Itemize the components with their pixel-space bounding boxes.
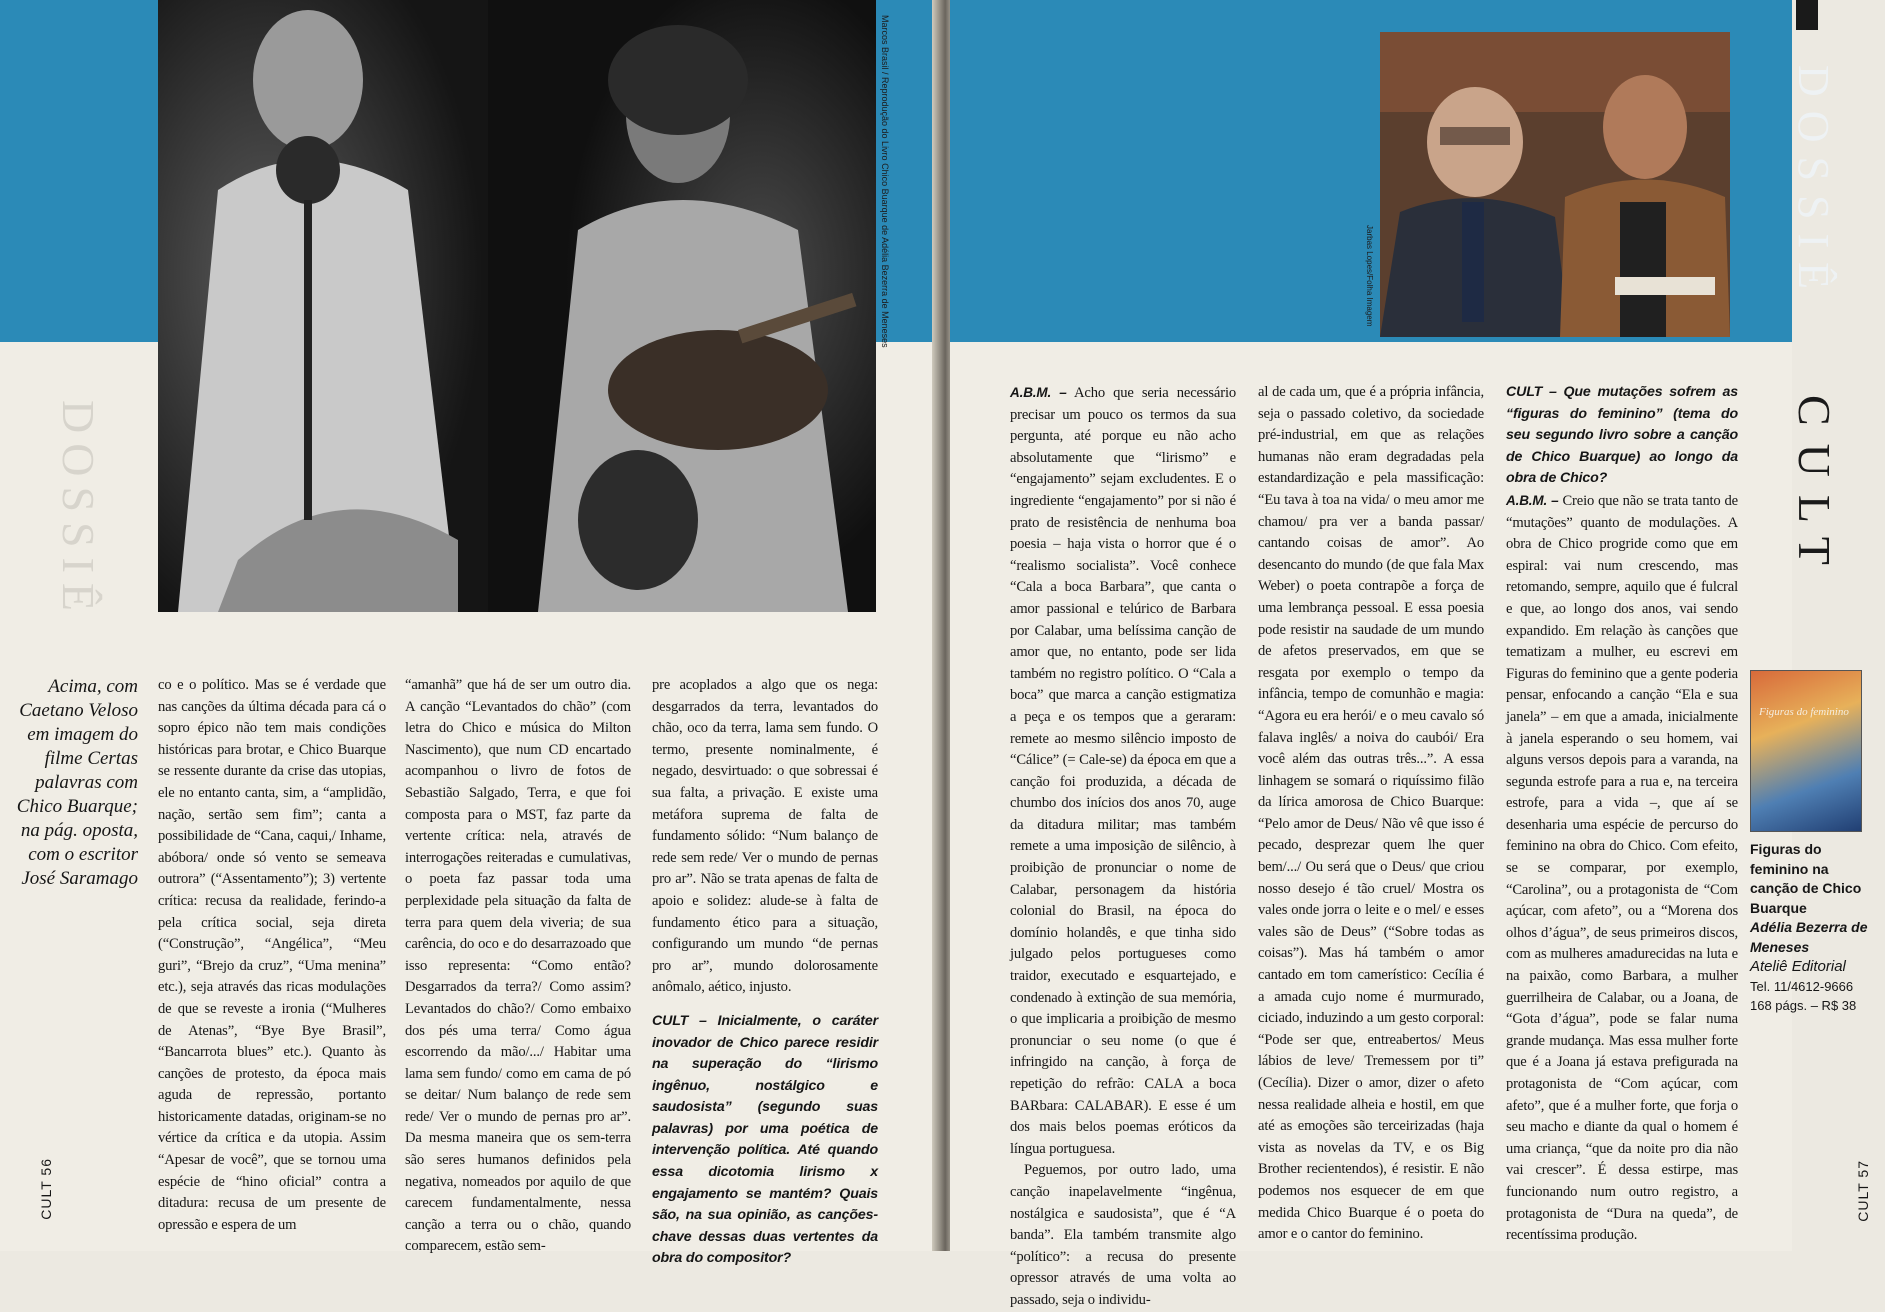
- right-col1-text2: Peguemos, por outro lado, uma canção inapelavelmente “ingênua, nostálgica e saudosista”, que é “A banda”. Ela também transmite algo “político”: a recusa do presente opressor através de uma volta ao passado, seja o individu-: [1010, 1162, 1236, 1308]
- folio-right: CULT 57: [1855, 1160, 1871, 1222]
- book-author: Adélia Bezerra de Meneses: [1750, 919, 1868, 955]
- left-col2-text: “amanhã” que há de ser um outro dia. A canção “Levantados do chão” (com letra do Chico e música do Milton Nascimento), que num CD encartado acompanhou o livro de fotos de Sebastião Salgado, Terra, e que foi composta para o MST, faz parte da vertente crítica: nela, através de interrogações reiteradas e cumulativas, o poeta faz passar toda uma perplexidade pela situação da falta de terra para quem dela viveria; de sua carência, do oco e do desarrazoado que isso representa: “Como então? Desgarrados da terra?/ Como assim? Levantados do chão?/ Como embaixo dos pés uma terra/ Como água escorrendo da mão/.../ Habitar uma lama sem fundo/ como em cama de pó se deitar/ Num balanço de rede sem rede/ Ver o mundo de pernas pro ar”. Da mesma maneira que os sem-terra são seres humanos definidos pela negativa, nomeados por aquilo de que carecem fundamentalmente, nessa canção a terra ou o chão, quando comparecem, estão sem-: [405, 677, 631, 1255]
- left-column-2: [405, 675, 631, 1258]
- right-column-1: [1010, 382, 1236, 1312]
- book-pages-price: 168 págs. – R$ 38: [1750, 998, 1857, 1013]
- book-title: Figuras do feminino na canção de Chico Buarque: [1750, 841, 1862, 916]
- interview-question-2: CULT – Que mutações sofrem as “figuras do feminino” (tema do seu segundo livro sobre a canção de Chico Buarque) ao longo da obra de Chico?: [1506, 384, 1738, 487]
- ghost-section-label: DOSSIÊ: [53, 400, 104, 622]
- photo-caption: Acima, com Caetano Veloso em imagem do filme Certas palavras com Chico Buarque; na pág. oposta, com o escritor José Saramago: [16, 676, 138, 889]
- left-page: [0, 0, 938, 1267]
- speaker-abm-2: A.B.M. –: [1506, 492, 1559, 508]
- folio-left: CULT 56: [38, 1158, 54, 1220]
- book-publisher: Ateliê Editorial: [1750, 958, 1846, 975]
- magazine-label-cult: CULT: [1789, 395, 1840, 583]
- left-col3-text: pre acoplados a algo que os nega: desgarrados da terra, levantados do chão, oco da terra, lama sem fundo. O termo, presente nominalmente, é negado, desvirtuado: o que sobressai é sua falta, a privação. E existe uma metáfora suprema de falta de fundamento sólido: “Num balanço de rede sem rede/ Ver o mundo de pernas pro ar”. Não se trata apenas de falta de apoio e solidez: alude-se à falta de fundamento ético para a situação, configurando um mundo “de pernas pro ar”, mundo dolorosamente anômalo, aético, injusto.: [652, 677, 878, 996]
- left-column-1: [158, 675, 386, 1236]
- book-cover-image: [1750, 670, 1862, 832]
- photo-saramago-chico: [1380, 32, 1730, 337]
- section-label-dossie: DOSSIÊ: [1789, 65, 1838, 304]
- left-column-3: [652, 675, 878, 1270]
- photo-credit-left: Marcos Brasil / Reprodução do Livro Chico Buarque de Adélia Bezerra de Meneses: [880, 15, 890, 348]
- book-info-box: [1750, 670, 1868, 1016]
- right-column-2: [1258, 382, 1484, 1246]
- right-col3-text: Creio que não se trata tanto de “mutações” quanto de modulações. A obra de Chico progride como que em espiral: vai num crescendo, mas retomando, sempre, aquilo que é fulcral e que, ao longo dos anos, vai sendo expandido. Em relação às canções que tematizam a mulher, eu escrevi em Figuras do feminino que a gente poderia pensar, enfocando a canção “Ela e sua janela” – em que a amada, inicialmente à janela esperando o seu homem, vai alguns versos depois para a varanda, na segunda estrofe para a rua e, na terceira estrofe, para a vida –, que aí se desenharia uma espécie de percurso do feminino na obra do Chico. Com efeito, se se comparar, por exemplo, “Carolina”, ou a protagonista de “Com açúcar, com afeto”, ou a “Morena dos olhos d’água”, de seus primeiros discos, com as mulheres amadurecidas na luta e na paixão, como Barbara, a mulher guerrilheira de Calabar, ou a Joana, de “Gota d’água”, pode se falar numa grande mudança. Mas essa mulher forte que é a Joana já estava prefigurada na protagonista de “Com açúcar, com afeto”, que é a mulher forte, que forja o seu macho e diante da qual o homem é uma criança, “que da noite pro dia não vai crescer”. É dessa estirpe, mas funcionando num outro registro, a protagonista de “Dura na queda”, de recentíssima produção.: [1506, 492, 1739, 1244]
- section-tab-marker: [1796, 0, 1818, 30]
- right-col1-text: Acho que seria necessário precisar um pouco os termos da sua pergunta, até porque eu não acho absolutamente que “lirismo” e “engajamento” sejam excludentes. E o ingrediente “engajamento” por si não é prato de resistência de nenhuma boa poesia – haja vista o horror que é o “realismo socialista”. Você conhece “Cala a boca Barbara”, que canta o amor passional e telúrico de Barbara por Calabar, uma belíssima canção de amor que, no entanto, pode ser lida também no registro político. O “Cala a boca” que marca a canção estigmatiza a peça e os tempos que a geraram: remete ao mesmo silêncio imposto de “Cálice” (= Cale-se) da época em que a canção foi produzida, a década de chumbo dos inícios dos anos 70, auge da ditadura militar; mas também remete a uma imposição de silêncio, à proibição de pronunciar o nome de Calabar, personagem da história colonial do Brasil, na época do domínio holandês, e que tinha sido julgado pelos portugueses como traidor, executado e esquartejado, e condenado à extinção de sua memória, o que implicaria a proibição de mesmo pronunciar o seu nome (o que é infringido na canção, à força de repetição do refrão: CALA a boca BARbara: CALABAR). E esse é um dos mais belos poemas eróticos da língua portuguesa.: [1010, 385, 1237, 1157]
- right-column-3: [1506, 382, 1738, 1247]
- photo-chico-caetano: [158, 0, 876, 612]
- right-page: [950, 0, 1885, 1308]
- left-col1-text: co e o político. Mas se é verdade que nas canções da última década para cá o sopro épico não tem mais condições históricas para brotar, e Chico Buarque se ressente durante da crise das utopias, ele no entanto canta, sim, a “amplidão, nação, sertão sem fim”; canta a possibilidade de “Cana, caqui,/ Inhame, abóbora/ onde só vento se semeava outrora” (“Assentamento”); 3) vertente crítica: recusa da realidade, ferindo-a pela crítica social, seja direta (“Construção”, “Angélica”, “Meu guri”, “Brejo da cruz”, “Uma menina” etc.), seja através das ricas modulações de que se reveste a ironia (“Mulheres de Atenas”, “Bye Bye Brasil”, “Bancarrota blues” etc.). Quanto às canções de protesto, da época mais aguda de repressão, portanto historicamente datadas, originam-se no vértice da crítica e da utopia. Assim “Apesar de você”, que se tornou uma espécie de “hino oficial” contra a ditadura: recusa de um presente de opressão e espera de um: [158, 677, 386, 1233]
- speaker-abm: A.B.M. –: [1010, 385, 1067, 400]
- book-phone: Tel. 11/4612-9666: [1750, 978, 1854, 994]
- interview-question-1: CULT – Inicialmente, o caráter inovador de Chico parece residir na superação do “lirismo ingênuo, nostálgico e saudosista” (segundo suas palavras) por uma poética de intervenção política. Até quando essa dicotomia lirismo x engajamento se mantém? Quais são, na sua opinião, as canções-chave dessas duas vertentes da obra do compositor?: [652, 1012, 878, 1267]
- photo-credit-right: Jarbas Lopes/Folha Imagem: [1365, 225, 1374, 327]
- right-col2-text: al de cada um, que é a própria infância, seja o passado coletivo, da sociedade pré-industrial, em que as relações humanas não eram degradadas pela estandardização e pela massificação: “Eu tava à toa na vida/ o meu amor me chamou/ pra ver a banda passar/ cantando coisas de amor”. Ao desencanto do mundo (de que fala Max Weber) o poeta contrapõe a força de uma lembrança pessoal. E essa poesia pode resistir na saudade de um mundo de afetos preservados, em que se resgata por exemplo o tempo da infância, tempo de comunhão e magia: “Agora eu era herói/ e o meu cavalo só falava inglês/ a noiva do caubói/ Era você além das outras três...”. A essa linhagem se somará o riquíssimo filão da lírica amorosa de Chico Buarque: “Pelo amor de Deus/ Não vê que isso é pecado, desprezar quem lhe quer bem/.../ Ou será que o Deus/ que criou nosso desejo é tão cruel/ Mostra os vales onde jorra o leite e o mel/ e esses vales são de Deus” (“Sobre todas as coisas”). Mas há também o amor cantado em tom camerístico: Cecília é a amada cujo nome é murmurado, ciciado, induzindo a um gesto corporal: “Pode ser que, entreabertos/ Meus lábios de leve/ Tremessem por ti” (Cecília). Dizer o amor, dizer o afeto nessa realidade alheia e hostil, em que até as emoções são terceirizadas (haja vista as novelas da TV, e os Big Brother recientendos), é resistir. E não podemos nos esquecer de em que medida Chico Buarque é o poeta do amor e o cantor do feminino.: [1258, 384, 1484, 1243]
- book-cover-title: Figuras do feminino: [1759, 706, 1849, 718]
